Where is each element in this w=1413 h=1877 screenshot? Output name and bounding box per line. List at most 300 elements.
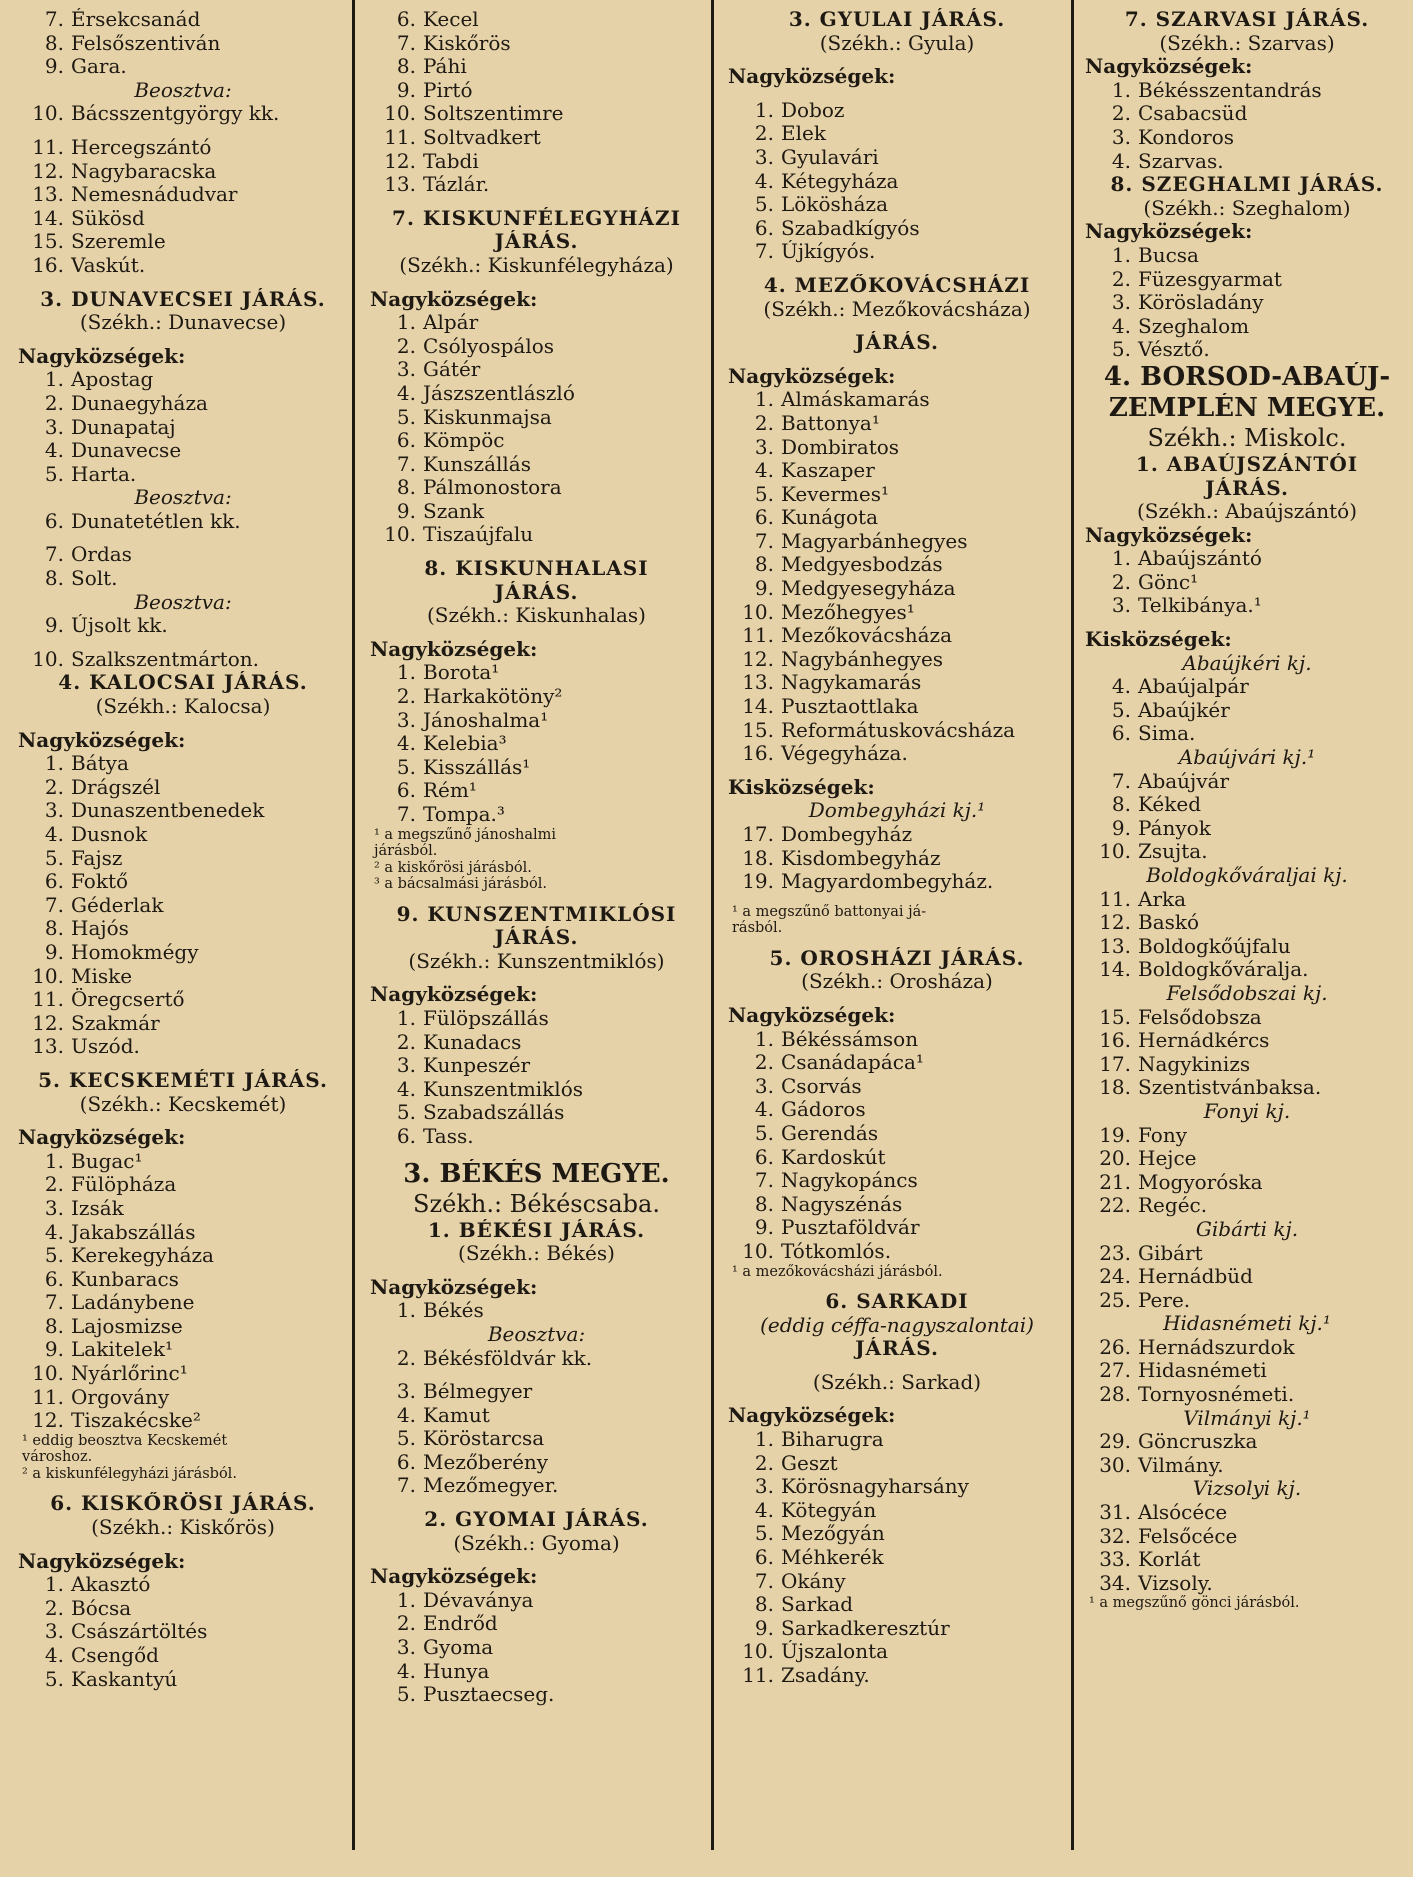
list-item [1085, 244, 1409, 268]
item-name: Bácsszentgyörgy kk. [71, 102, 280, 126]
italic-label: Fonyi kj. [1203, 1099, 1291, 1123]
list-item [728, 1664, 1066, 1688]
item-number: 12. [742, 647, 774, 671]
list-item [728, 217, 1066, 241]
item-name: Geszt [781, 1451, 838, 1475]
item-name: Kétegyháza [781, 169, 899, 193]
item-number: 7. [754, 1169, 774, 1193]
item-name: Hejce [1138, 1147, 1197, 1171]
spacer [728, 766, 1066, 776]
seat-line: (Székh.: Abaújszántó) [1136, 500, 1358, 524]
item-name: Békéssámson [781, 1027, 919, 1051]
item-number: 1. [44, 1573, 64, 1597]
item-name: Csanádapáca¹ [781, 1051, 924, 1075]
item-name: Gönc¹ [1138, 570, 1199, 594]
item-name: Rém¹ [423, 779, 477, 803]
spacer [370, 1266, 703, 1276]
item-name: Pusztaecseg. [423, 1683, 555, 1707]
item-name: Hidasnémeti [1138, 1359, 1267, 1383]
item-name: Regéc. [1138, 1194, 1208, 1218]
item-number: 30. [1099, 1453, 1131, 1477]
list-item [18, 1386, 348, 1410]
list-item [370, 756, 703, 780]
list-item [18, 160, 348, 184]
item-name: Apostag [71, 368, 154, 392]
item-name: Sarkadkeresztúr [781, 1616, 950, 1640]
list-item [728, 1570, 1066, 1594]
item-number: 4. [44, 823, 64, 846]
item-name: Lajosmizse [71, 1314, 183, 1338]
item-name: Felsődobsza [1138, 1005, 1262, 1029]
list-item [18, 543, 348, 567]
item-number: 11. [742, 1663, 774, 1687]
spacer [370, 1555, 703, 1565]
spacer [370, 628, 703, 638]
subheading: Nagyközségek: [18, 728, 186, 752]
subheading: Nagyközségek: [728, 1003, 896, 1027]
district-heading: JÁRÁS. [855, 1337, 939, 1361]
item-name: Nagykopáncs [781, 1169, 918, 1193]
item-name: Dunaegyháza [71, 391, 208, 415]
list-item [728, 847, 1066, 871]
spacer [18, 533, 348, 543]
item-number: 8. [754, 1192, 774, 1216]
item-name: Csorvás [781, 1074, 862, 1098]
italic-label: Felsődobszai kj. [1166, 981, 1328, 1005]
item-name: Doboz [781, 98, 845, 122]
item-number: 17. [742, 823, 774, 846]
list-item [370, 732, 703, 756]
item-name: Bugac¹ [71, 1149, 143, 1173]
item-name: Dunapataj [71, 415, 176, 439]
item-number: 3. [396, 1054, 416, 1078]
item-number: 4. [1111, 675, 1131, 699]
item-name: Mogyoróska [1138, 1170, 1263, 1194]
list-item [18, 1362, 348, 1386]
list-item [370, 79, 703, 103]
list-item [728, 1122, 1066, 1146]
list-item [18, 965, 348, 989]
item-number: 3. [44, 1620, 64, 1644]
item-number: 4. [754, 169, 774, 193]
list-item [18, 870, 348, 894]
item-number: 4. [44, 1220, 64, 1244]
item-name: Szabadszállás [423, 1101, 565, 1125]
list-item [728, 170, 1066, 194]
list-item [728, 553, 1066, 577]
item-number: 7. [396, 803, 416, 826]
list-item [728, 436, 1066, 460]
footnote: ¹ eddig beosztva Kecskemét [22, 1432, 228, 1449]
list-item [370, 709, 703, 733]
item-number: 5. [44, 1244, 64, 1268]
item-number: 8. [44, 31, 64, 55]
item-number: 11. [32, 988, 64, 1012]
item-name: Nagykinizs [1138, 1052, 1251, 1076]
item-name: Köröstarcsa [423, 1427, 545, 1451]
item-name: Kunszállás [423, 452, 531, 476]
item-name: Nagybaracska [71, 159, 217, 183]
item-number: 11. [32, 135, 64, 159]
seat-line: (Székh.: Dunavecse) [79, 311, 287, 335]
item-name: Géderlak [71, 893, 164, 917]
item-name: Füzesgyarmat [1138, 267, 1282, 291]
list-item [728, 1169, 1066, 1193]
item-number: 2. [1111, 102, 1131, 126]
list-item [18, 799, 348, 823]
item-name: Biharugra [781, 1427, 884, 1451]
item-number: 13. [384, 173, 416, 197]
district-heading: 2. GYOMAI JÁRÁS. [424, 1508, 649, 1532]
list-item [18, 614, 348, 638]
item-number: 6. [396, 1450, 416, 1474]
item-name: Foktő [71, 870, 129, 894]
spacer [728, 1361, 1066, 1371]
item-name: Gyoma [423, 1636, 494, 1660]
item-number: 8. [44, 1314, 64, 1338]
item-name: Pányok [1138, 816, 1211, 840]
item-name: Nagyszénás [781, 1192, 903, 1216]
item-name: Tass. [423, 1124, 474, 1148]
item-number: 1. [754, 98, 774, 122]
item-name: Tázlár. [423, 173, 490, 197]
district-heading: 7. SZARVASI JÁRÁS. [1124, 8, 1370, 31]
list-item [728, 1051, 1066, 1075]
footnote: ³ a bácsalmási járásból. [374, 876, 547, 893]
list-item [1085, 793, 1409, 817]
list-item [1085, 1548, 1409, 1572]
item-name: Ordas [71, 543, 132, 567]
list-item [728, 1452, 1066, 1476]
spacer [18, 126, 348, 136]
item-number: 1. [754, 388, 774, 412]
item-name: Kardoskút [781, 1145, 886, 1169]
item-number: 10. [742, 1239, 774, 1263]
item-number: 4. [754, 1098, 774, 1122]
list-item [370, 429, 703, 453]
item-name: Jászszentlászló [423, 381, 575, 405]
item-name: Érsekcsanád [71, 8, 201, 31]
item-name: Kelebia³ [423, 732, 507, 756]
district-heading: 1. ABAÚJSZÁNTÓI [1135, 452, 1359, 476]
list-item [18, 392, 348, 416]
item-name: Abaújvár [1138, 769, 1230, 793]
list-item [370, 1299, 703, 1323]
item-number: 10. [32, 964, 64, 988]
item-name: Jakabszállás [71, 1220, 196, 1244]
item-name: Harkakötöny² [423, 685, 563, 709]
item-name: Gara. [71, 55, 127, 79]
seat-line: (Székh.: Kunszentmiklós) [408, 949, 665, 973]
list-item [18, 1150, 348, 1174]
list-item [1085, 291, 1409, 315]
list-item [18, 1197, 348, 1221]
item-name: Boldogkőváralja. [1138, 958, 1309, 982]
item-number: 10. [742, 1640, 774, 1664]
item-number: 5. [396, 1683, 416, 1707]
item-number: 3. [396, 1636, 416, 1660]
item-name: Kiskőrös [423, 31, 511, 55]
list-item [728, 742, 1066, 766]
list-item [1085, 1076, 1409, 1100]
item-name: Elek [781, 122, 826, 146]
item-name: Bócsa [71, 1596, 132, 1620]
seat-line: (Székh.: Kalocsa) [95, 695, 271, 719]
item-number: 6. [754, 506, 774, 530]
list-item [370, 453, 703, 477]
item-number: 7. [1111, 769, 1131, 793]
item-number: 3. [754, 1074, 774, 1098]
district-heading: 4. KALOCSAI JÁRÁS. [58, 671, 308, 695]
italic-label: Boldogkőváraljai kj. [1146, 864, 1348, 887]
item-number: 8. [44, 567, 64, 591]
list-item [728, 483, 1066, 507]
spacer [370, 1149, 703, 1159]
list-item [370, 358, 703, 382]
list-item [1085, 911, 1409, 935]
list-item [370, 779, 703, 803]
item-name: Fajsz [71, 846, 123, 870]
item-number: 5. [754, 1522, 774, 1546]
district-heading: JÁRÁS. [1205, 476, 1289, 500]
item-number: 1. [1111, 243, 1131, 267]
item-name: Kisdombegyház [781, 846, 941, 870]
item-name: Pirtó [423, 78, 473, 102]
seat-line: (Székh.: Mezőkovácsháza) [763, 297, 1031, 321]
item-number: 3. [754, 435, 774, 459]
item-name: Kaszaper [781, 459, 875, 483]
list-item [370, 1125, 703, 1149]
footnote: ² a kiskőrösi járásból. [374, 859, 532, 876]
list-item [1085, 126, 1409, 150]
item-name: Hernádszurdok [1138, 1335, 1295, 1359]
district-heading: 9. KUNSZENTMIKLÓSI [396, 902, 677, 926]
list-item [728, 412, 1066, 436]
list-item [1085, 1171, 1409, 1195]
item-number: 3. [396, 708, 416, 732]
list-item [370, 1380, 703, 1404]
list-item [18, 988, 348, 1012]
list-item [1085, 935, 1409, 959]
spacer [18, 719, 348, 729]
list-item [18, 1291, 348, 1315]
footnote: járásból. [374, 843, 438, 860]
item-number: 21. [1099, 1170, 1131, 1194]
column-divider [352, 0, 355, 1850]
item-name: Gyulavári [781, 145, 879, 169]
subheading: Nagyközségek: [18, 344, 186, 368]
item-number: 1. [754, 1427, 774, 1451]
district-heading: 1. BÉKÉSI JÁRÁS. [427, 1218, 646, 1242]
item-name: Felsőszentiván [71, 31, 221, 55]
item-name: Császártöltés [71, 1620, 208, 1644]
item-name: Felsőcéce [1138, 1524, 1238, 1548]
item-name: Abaújszántó [1138, 547, 1262, 571]
item-number: 8. [1111, 793, 1131, 817]
subheading: Nagyközségek: [370, 1275, 538, 1299]
item-number: 29. [1099, 1430, 1131, 1454]
item-number: 18. [1099, 1076, 1131, 1100]
district-heading: 4. MEZŐKOVÁCSHÁZI [763, 273, 1031, 297]
item-name: Nyárlőrinc¹ [71, 1362, 188, 1386]
italic-label: Beosztva: [487, 1322, 586, 1346]
spacer [728, 264, 1066, 274]
item-number: 12. [32, 159, 64, 183]
item-number: 9. [754, 577, 774, 601]
list-item [18, 1644, 348, 1668]
list-item [728, 624, 1066, 648]
list-item [370, 1404, 703, 1428]
list-item [18, 55, 348, 79]
item-number: 3. [396, 1380, 416, 1404]
item-number: 5. [44, 1667, 64, 1691]
item-number: 3. [754, 1475, 774, 1499]
list-item [18, 1620, 348, 1644]
item-number: 3. [44, 1196, 64, 1220]
footnote: ¹ a megszűnő gönci járásból. [1089, 1595, 1300, 1612]
list-item [728, 870, 1066, 894]
spacer [728, 55, 1066, 65]
item-number: 9. [1111, 816, 1131, 840]
list-item [728, 1475, 1066, 1499]
item-number: 3. [396, 358, 416, 382]
item-name: Borota¹ [423, 661, 500, 685]
item-number: 24. [1099, 1265, 1131, 1289]
list-item [370, 1636, 703, 1660]
list-item [728, 146, 1066, 170]
item-name: Kerekegyháza [71, 1244, 214, 1268]
list-item [18, 1597, 348, 1621]
italic-label: Vilmányi kj.¹ [1183, 1406, 1311, 1430]
list-item [1085, 1194, 1409, 1218]
district-heading: JÁRÁS. [855, 331, 939, 355]
list-item [1085, 102, 1409, 126]
item-name: Újkígyós. [781, 240, 876, 264]
list-item [370, 1031, 703, 1055]
item-number: 2. [1111, 570, 1131, 594]
item-name: Újsolt kk. [71, 614, 168, 638]
item-name: Kisszállás¹ [423, 755, 531, 779]
item-number: 7. [754, 240, 774, 264]
list-item [18, 1035, 348, 1059]
list-item [1085, 699, 1409, 723]
list-item [370, 1589, 703, 1613]
list-item [370, 173, 703, 197]
list-item [1085, 770, 1409, 794]
item-name: Szarvas. [1138, 149, 1224, 173]
list-item [1085, 817, 1409, 841]
item-name: Dunavecse [71, 439, 182, 463]
district-heading: 6. KISKŐRÖSI JÁRÁS. [50, 1492, 316, 1516]
item-number: 3. [44, 415, 64, 439]
list-item [370, 55, 703, 79]
item-name: Kömpöc [423, 429, 505, 453]
column-divider [1071, 0, 1074, 1850]
item-name: Mezőkovácsháza [781, 624, 953, 648]
item-number: 9. [44, 1338, 64, 1362]
italic-label: Abaújvári kj.¹ [1178, 746, 1316, 770]
list-item [728, 388, 1066, 412]
item-number: 13. [32, 183, 64, 207]
list-item [370, 1612, 703, 1636]
list-item [728, 1522, 1066, 1546]
county-heading: 3. BÉKÉS MEGYE. [403, 1158, 670, 1189]
item-number: 31. [1099, 1501, 1131, 1525]
item-number: 16. [32, 253, 64, 277]
item-name: Arka [1138, 887, 1187, 911]
list-item [18, 8, 348, 32]
item-name: Kötegyán [781, 1498, 877, 1522]
list-item [18, 941, 348, 965]
item-name: Bélmegyer [423, 1380, 533, 1404]
spacer [370, 197, 703, 207]
list-item [728, 648, 1066, 672]
item-number: 7. [44, 8, 64, 31]
spacer [1085, 618, 1409, 628]
item-name: Fony [1138, 1123, 1188, 1147]
item-number: 6. [44, 509, 64, 533]
item-number: 11. [32, 1385, 64, 1409]
seat-line: (Székh.: Kecskemét) [79, 1092, 287, 1116]
item-name: Csólyospálos [423, 334, 555, 358]
list-item [1085, 1265, 1409, 1289]
list-item [1085, 79, 1409, 103]
item-name: Pusztaottlaka [781, 695, 919, 719]
item-name: Vésztő. [1138, 338, 1210, 362]
seat-line: (Székh.: Kiskőrös) [91, 1515, 275, 1539]
item-name: Békésszentandrás [1138, 78, 1322, 102]
column-4 [1085, 8, 1409, 1873]
spacer [728, 321, 1066, 331]
item-number: 7. [396, 452, 416, 476]
footnote: ¹ a megszűnő jánoshalmi [374, 826, 557, 843]
spacer [18, 1059, 348, 1069]
item-number: 14. [742, 695, 774, 719]
item-name: Mezőmegyer. [423, 1474, 559, 1498]
item-number: 5. [396, 755, 416, 779]
item-name: Kecel [423, 8, 479, 31]
item-number: 7. [754, 1569, 774, 1593]
list-item [370, 32, 703, 56]
spacer [18, 278, 348, 288]
item-number: 6. [754, 216, 774, 240]
item-number: 6. [754, 1145, 774, 1169]
item-name: Kéked [1138, 793, 1201, 817]
subheading: Nagyközségek: [370, 983, 538, 1007]
list-item [1085, 1029, 1409, 1053]
seat-line: (Székh.: Orosháza) [801, 970, 993, 994]
list-item [18, 894, 348, 918]
item-number: 7. [44, 893, 64, 917]
subheading: Nagyközségek: [18, 1126, 186, 1150]
item-number: 5. [396, 405, 416, 429]
spacer [728, 894, 1066, 904]
item-number: 6. [396, 429, 416, 453]
item-name: Homokmégy [71, 940, 199, 964]
item-number: 9. [44, 614, 64, 638]
seat-line: (Székh.: Szarvas) [1159, 31, 1335, 55]
item-name: Hajós [71, 917, 129, 941]
item-number: 28. [1099, 1383, 1131, 1407]
subheading: Nagyközségek: [1085, 220, 1253, 244]
spacer [370, 1498, 703, 1508]
item-number: 4. [44, 1643, 64, 1667]
item-number: 10. [32, 102, 64, 126]
list-item [1085, 1124, 1409, 1148]
list-item [1085, 571, 1409, 595]
item-name: Magyarbánhegyes [781, 529, 968, 553]
list-item [1085, 1501, 1409, 1525]
